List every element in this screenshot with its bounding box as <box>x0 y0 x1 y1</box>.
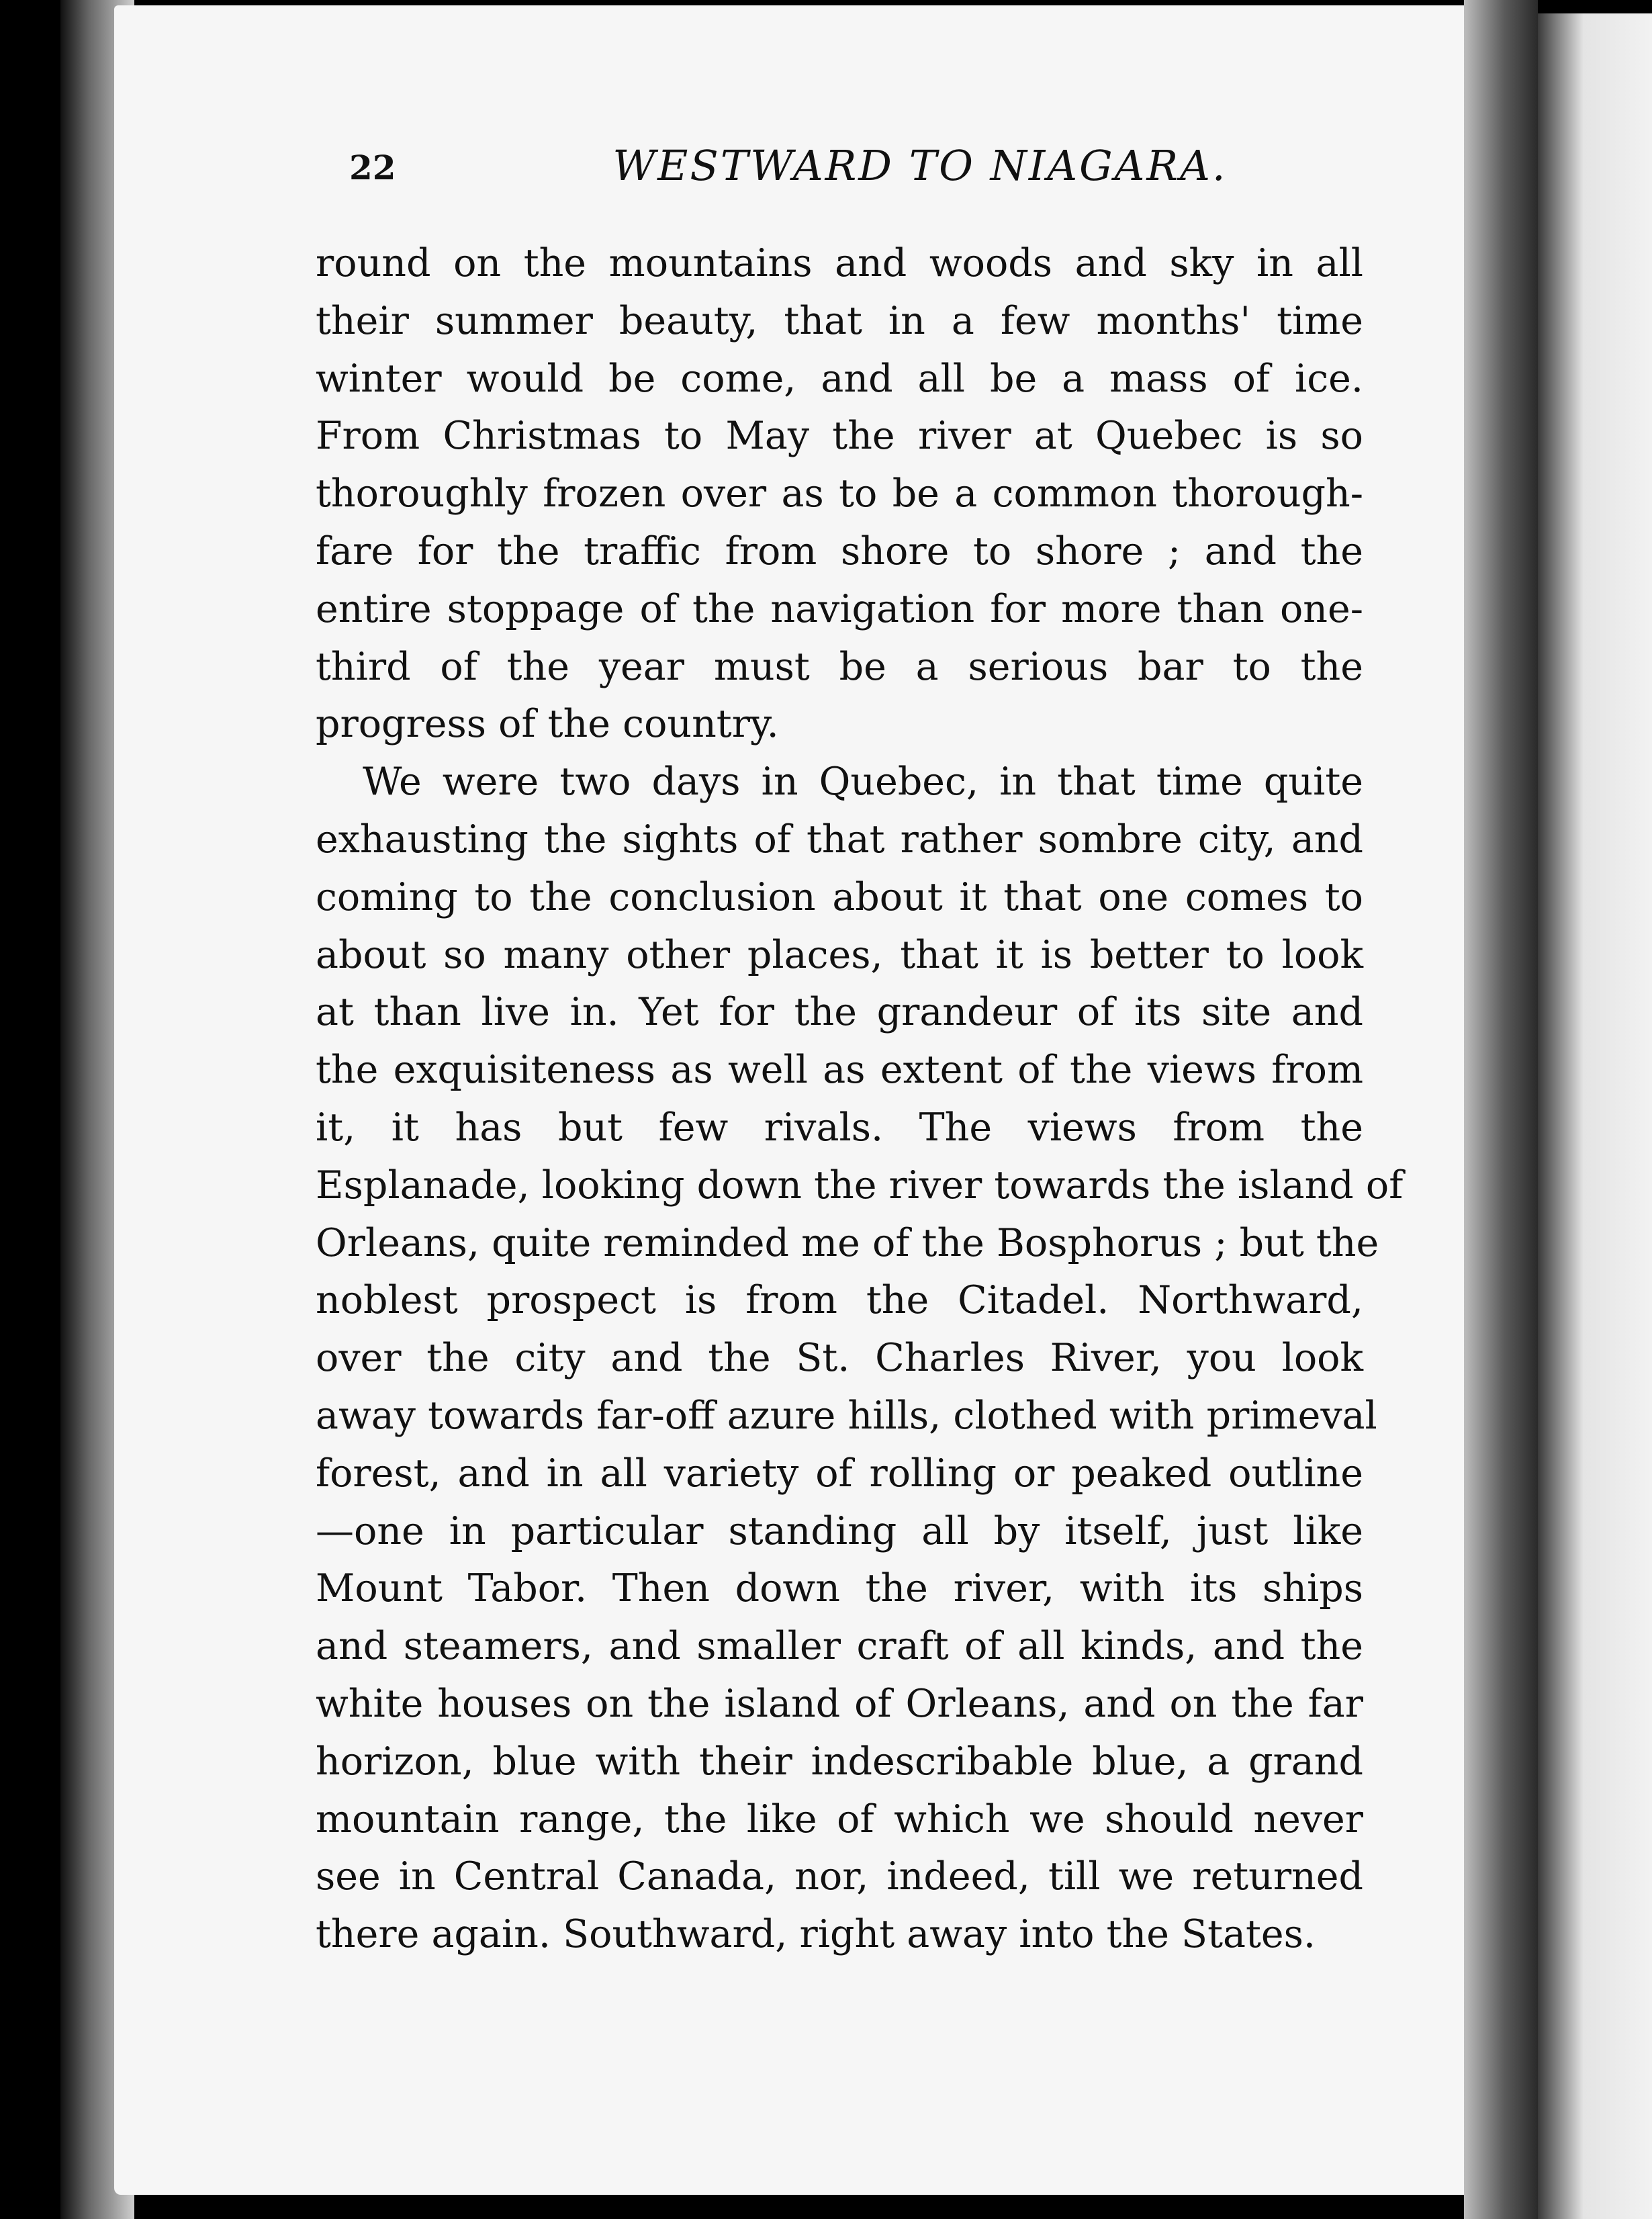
gutter-shadow <box>1464 0 1538 2219</box>
text-line: see in Central Canada, nor, indeed, till we returned <box>316 1854 1363 1899</box>
text-line: entire stoppage of the navigation for more than one- <box>316 586 1363 631</box>
text-line: third of the year must be a serious bar to the <box>316 644 1363 689</box>
text-line: forest, and in all variety of rolling or peaked outline <box>316 1451 1363 1496</box>
text-line: round on the mountains and woods and sky in all <box>316 241 1363 285</box>
running-title: WESTWARD TO NIAGARA. <box>612 141 1228 190</box>
text-line: and steamers, and smaller craft of all kinds, and the <box>316 1624 1363 1669</box>
text-line: away towards far-off azure hills, clothed with primeval <box>316 1393 1377 1438</box>
text-line: there again. Southward, right away into the States. <box>316 1912 1316 1957</box>
text-line: From Christmas to May the river at Quebec is so <box>316 414 1363 459</box>
text-line: at than live in. Yet for the grandeur of its site and <box>316 990 1363 1035</box>
text-line: winter would be come, and all be a mass of ice. <box>316 356 1363 401</box>
body-text <box>316 235 1404 1964</box>
text-line: over the city and the St. Charles River, you look <box>316 1336 1363 1381</box>
page-number: 22 <box>349 148 396 187</box>
text-line: it, it has but few rivals. The views from the <box>316 1105 1363 1150</box>
text-line: thoroughly frozen over as to be a common thorough- <box>316 471 1363 516</box>
paragraph <box>316 754 1404 1964</box>
text-line: about so many other places, that it is better to look <box>316 932 1363 977</box>
text-line: white houses on the island of Orleans, and on the far <box>316 1681 1363 1726</box>
text-line: horizon, blue with their indescribable blue, a grand <box>316 1739 1363 1784</box>
paragraph <box>316 235 1363 754</box>
text-line: Orleans, quite reminded me of the Bosphorus ; but the <box>316 1220 1379 1265</box>
facing-page-edge <box>1538 13 1652 2219</box>
text-line: —one in particular standing all by itself, just like <box>316 1508 1363 1553</box>
text-line: the exquisiteness as well as extent of the views from <box>316 1048 1363 1093</box>
text-line: their summer beauty, that in a few months' time <box>316 298 1363 343</box>
text-line: progress of the country. <box>316 702 779 747</box>
text-line: Esplanade, looking down the river towards the island of <box>316 1163 1404 1208</box>
text-line: noblest prospect is from the Citadel. Northward, <box>316 1278 1363 1323</box>
text-line: We were two days in Quebec, in that time quite <box>363 760 1363 805</box>
text-line: coming to the conclusion about it that one comes to <box>316 874 1363 919</box>
text-line: mountain range, the like of which we should never <box>316 1797 1363 1842</box>
page-header <box>349 141 1491 195</box>
text-line: fare for the traffic from shore to shore ; and the <box>316 529 1363 574</box>
text-line: exhausting the sights of that rather sombre city, and <box>316 817 1363 862</box>
text-line: Mount Tabor. Then down the river, with its ships <box>316 1566 1363 1611</box>
